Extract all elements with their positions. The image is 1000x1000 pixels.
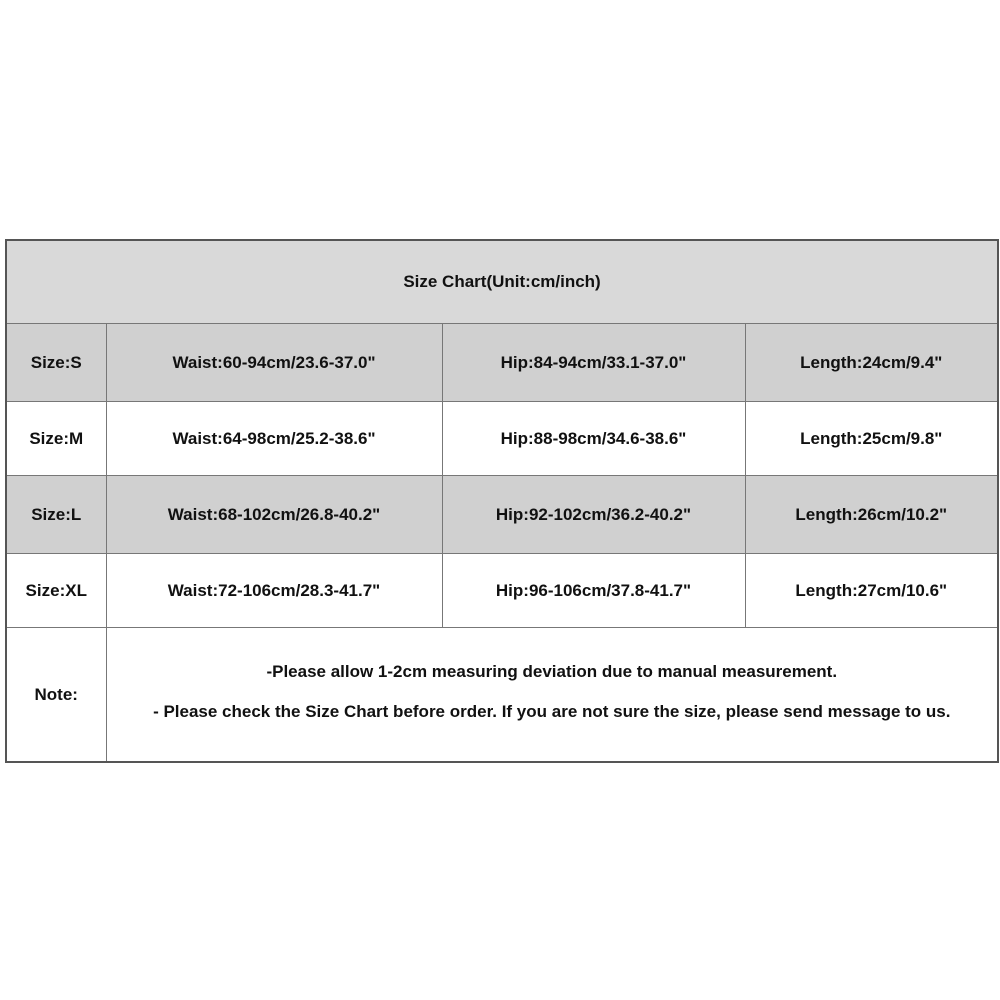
size-chart-table <box>5 239 999 763</box>
waist-cell: Waist:60-94cm/23.6-37.0" <box>106 324 442 402</box>
table-row-size-s <box>6 324 998 402</box>
title-row <box>6 240 998 324</box>
length-cell: Length:26cm/10.2" <box>745 476 998 554</box>
length-cell: Length:24cm/9.4" <box>745 324 998 402</box>
table-row-size-xl <box>6 554 998 628</box>
table-title: Size Chart(Unit:cm/inch) <box>6 240 998 324</box>
note-content <box>106 628 998 763</box>
hip-cell: Hip:84-94cm/33.1-37.0" <box>442 324 745 402</box>
size-label: Size:M <box>6 402 106 476</box>
size-label: Size:XL <box>6 554 106 628</box>
note-label: Note: <box>6 628 106 763</box>
size-label: Size:S <box>6 324 106 402</box>
note-row <box>6 628 998 763</box>
note-line-2: - Please check the Size Chart before order. If you are not sure the size, please send message to us. <box>153 701 951 721</box>
hip-cell: Hip:92-102cm/36.2-40.2" <box>442 476 745 554</box>
note-line-1: -Please allow 1-2cm measuring deviation due to manual measurement. <box>266 661 838 681</box>
hip-cell: Hip:88-98cm/34.6-38.6" <box>442 402 745 476</box>
table-row-size-m <box>6 402 998 476</box>
table-row-size-l <box>6 476 998 554</box>
waist-cell: Waist:68-102cm/26.8-40.2" <box>106 476 442 554</box>
hip-cell: Hip:96-106cm/37.8-41.7" <box>442 554 745 628</box>
length-cell: Length:27cm/10.6" <box>745 554 998 628</box>
size-label: Size:L <box>6 476 106 554</box>
waist-cell: Waist:72-106cm/28.3-41.7" <box>106 554 442 628</box>
length-cell: Length:25cm/9.8" <box>745 402 998 476</box>
waist-cell: Waist:64-98cm/25.2-38.6" <box>106 402 442 476</box>
